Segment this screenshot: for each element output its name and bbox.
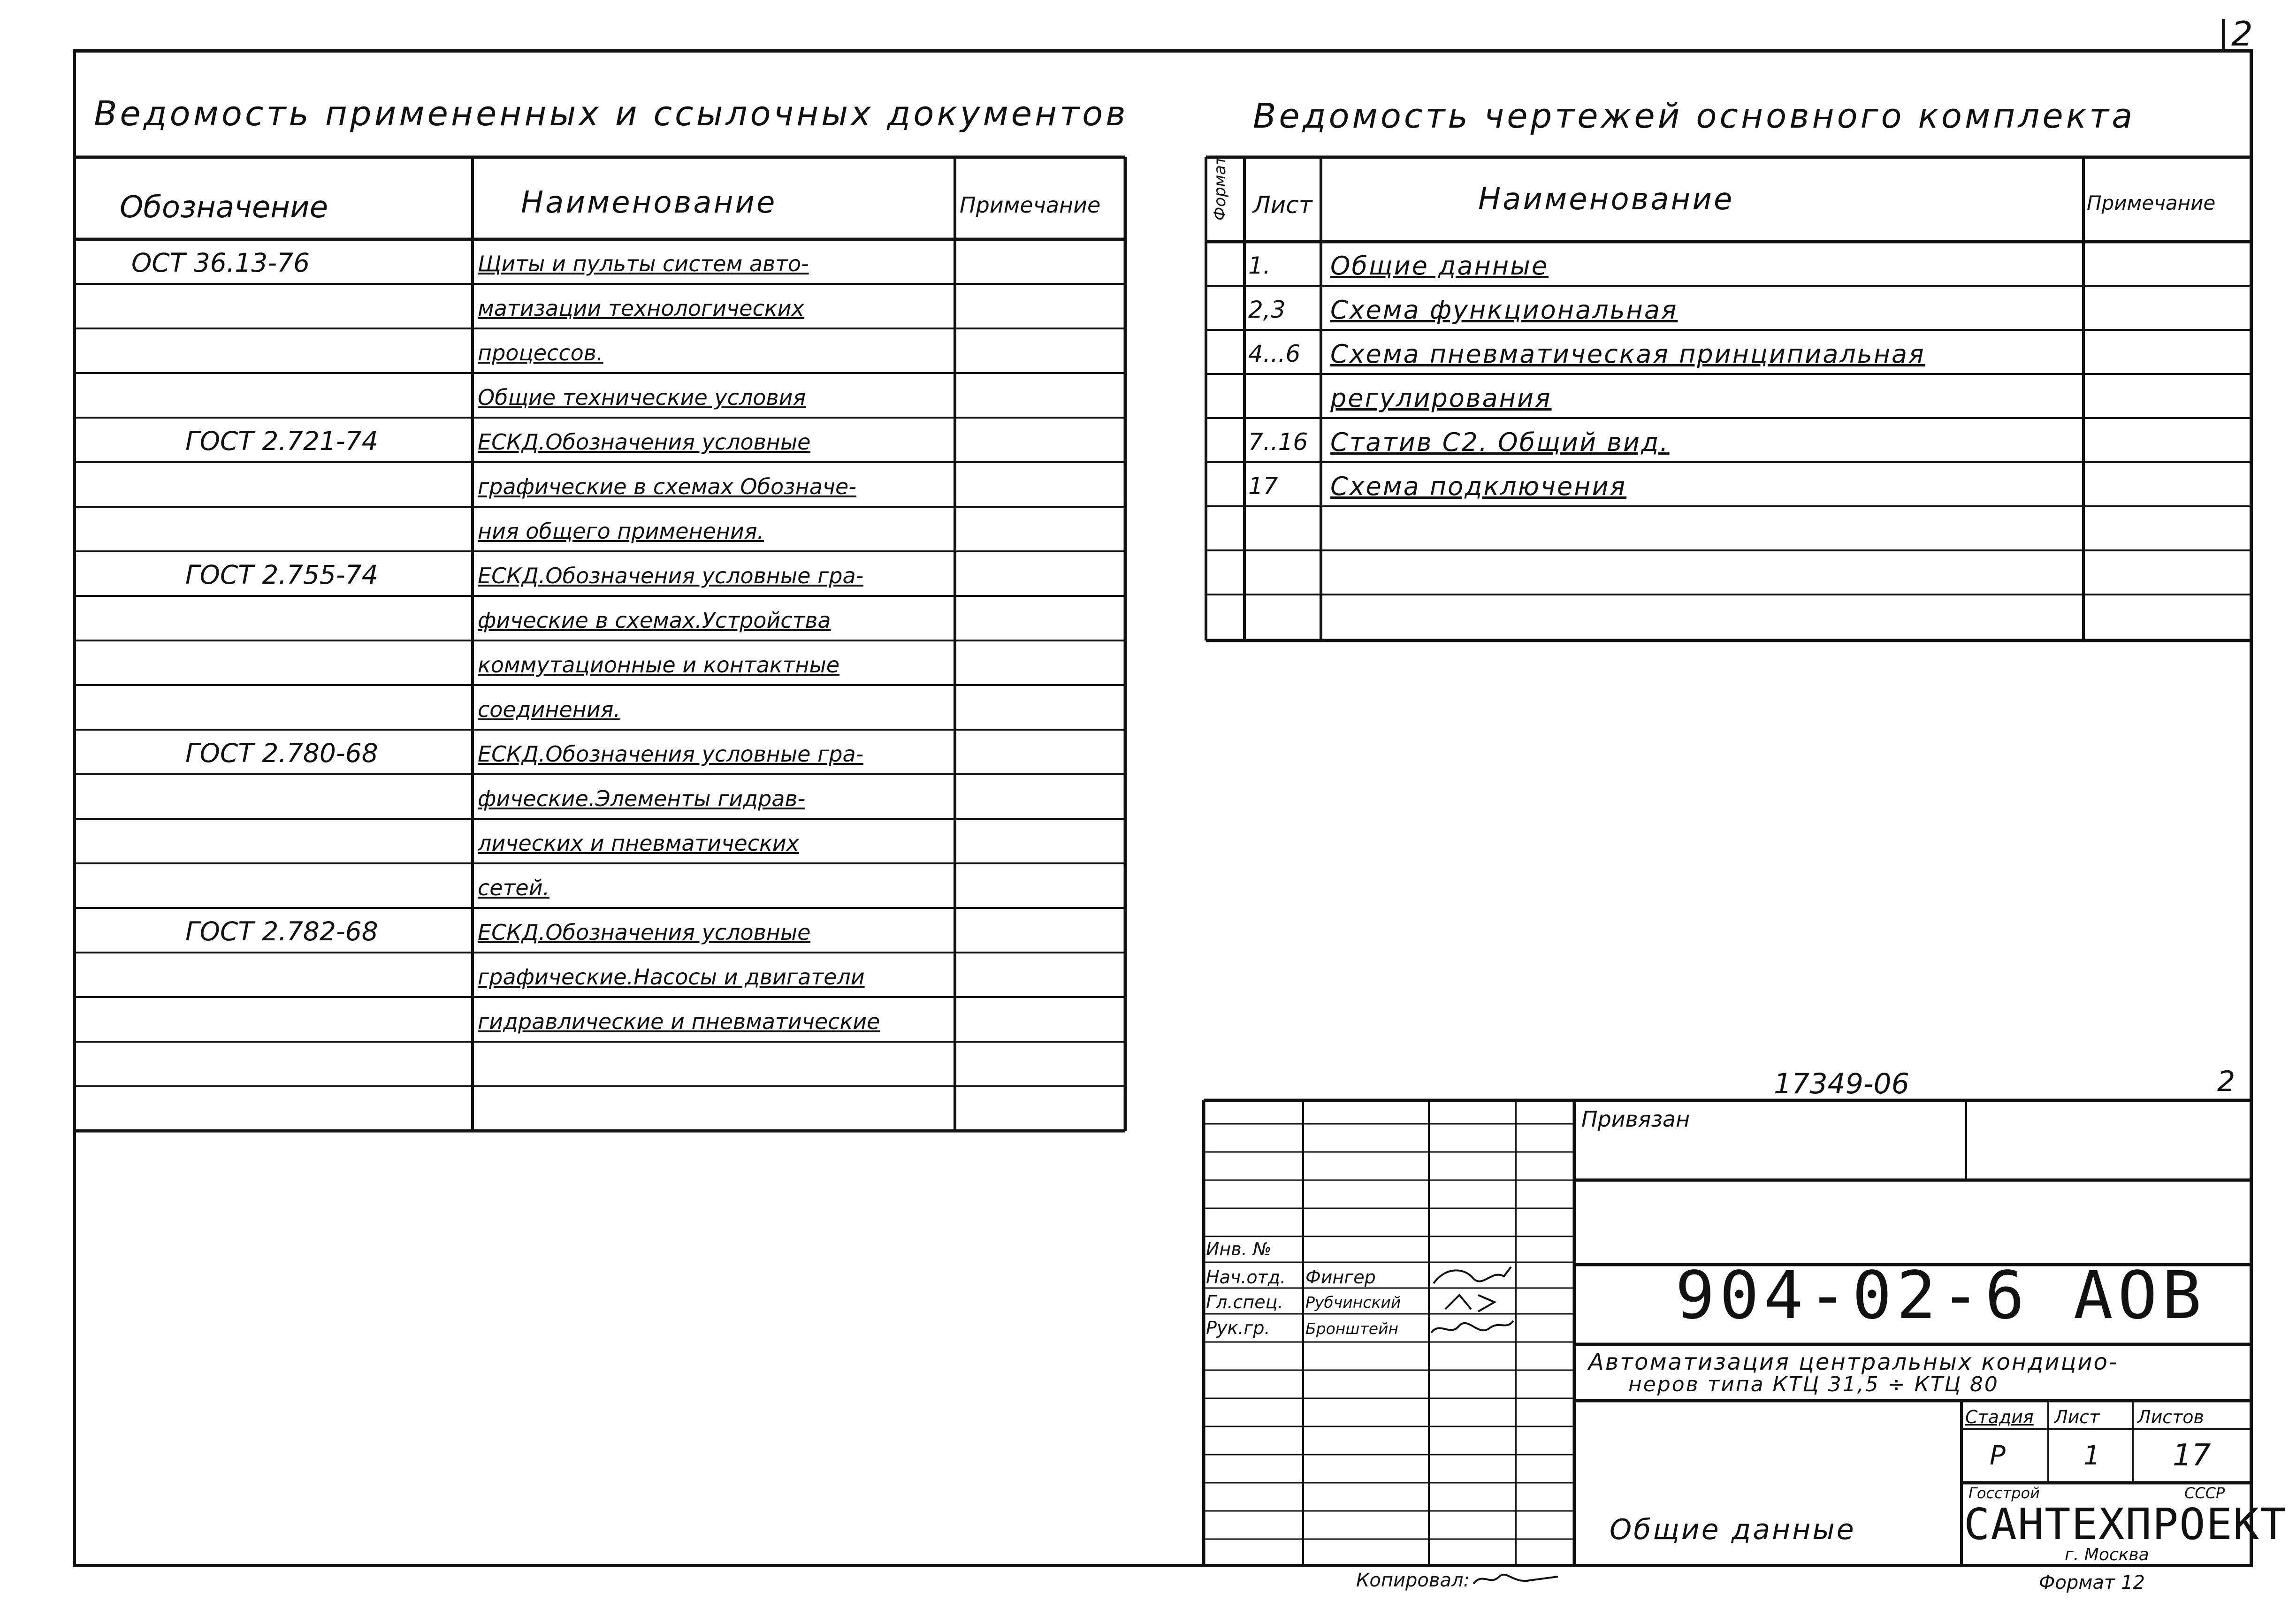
right-header-format: Формат <box>1211 156 1229 221</box>
sheets-value: 17 <box>2173 1438 2211 1473</box>
right-row-name: Статив С2. Общий вид. <box>1330 427 1670 457</box>
designation: 904-02-6 АОВ <box>1675 1258 2206 1334</box>
left-table-title: Ведомость примененных и ссылочных документов <box>94 94 1129 133</box>
left-row-name: фические в схемах.Устройства <box>478 608 831 633</box>
staff-role-2: Гл.спец. <box>1206 1292 1283 1312</box>
format-label: Формат 12 <box>2039 1572 2145 1594</box>
left-row-name: коммутационные и контактные <box>478 652 840 678</box>
right-row-name: Общие данные <box>1330 251 1549 281</box>
sheet-value: 1 <box>2083 1441 2100 1471</box>
project-title-line-2: неров типа КТЦ 31,5 ÷ КТЦ 80 <box>1628 1372 1999 1396</box>
sheet-corner-number: 2 <box>2217 1065 2236 1098</box>
right-row-sheet: 1. <box>1248 252 1271 279</box>
left-row-name: графические.Насосы и двигатели <box>478 964 865 990</box>
stage-label: Стадия <box>1965 1407 2034 1427</box>
left-row-designation: ГОСТ 2.721-74 <box>185 426 378 456</box>
left-row-name: Щиты и пульты систем авто- <box>478 251 809 276</box>
staff-role-1: Нач.отд. <box>1206 1267 1286 1288</box>
sheet-label: Лист <box>2054 1407 2100 1427</box>
right-row-name: регулирования <box>1330 383 1552 413</box>
copied-label: Копировал: <box>1356 1570 1470 1591</box>
left-row-name: процессов. <box>478 340 603 366</box>
right-row-sheet: 4...6 <box>1248 340 1301 367</box>
right-row-sheet: 7..16 <box>1248 428 1308 456</box>
org-city: г. Москва <box>2065 1545 2149 1564</box>
left-row-designation: ГОСТ 2.755-74 <box>185 560 378 590</box>
left-header-designation: Обозначение <box>120 190 328 225</box>
left-row-name: ния общего применения. <box>478 518 764 544</box>
right-table-title: Ведомость чертежей основного комплекта <box>1253 96 2136 136</box>
left-row-name: Общие технические условия <box>478 385 806 410</box>
page-number: 2 <box>2231 14 2253 53</box>
staff-role-3: Рук.гр. <box>1206 1318 1270 1338</box>
sheets-label: Листов <box>2137 1407 2204 1427</box>
staff-name-2: Рубчинский <box>1305 1293 1401 1311</box>
org-top-right: СССР <box>2184 1484 2225 1502</box>
right-row-sheet: 2,3 <box>1248 296 1286 323</box>
left-row-name: гидравлические и пневматические <box>478 1009 880 1034</box>
left-row-name: ЕСКД.Обозначения условные <box>478 920 811 945</box>
left-row-name: матизации технологических <box>478 296 804 321</box>
right-header-name: Наименование <box>1478 182 1734 217</box>
left-header-note: Примечание <box>960 192 1101 218</box>
stage-value: Р <box>1990 1441 2006 1471</box>
left-row-name: ЕСКД.Обозначения условные гра- <box>478 741 864 767</box>
left-row-name: лических и пневматических <box>478 831 799 856</box>
left-row-name: ЕСКД.Обозначения условные гра- <box>478 563 864 588</box>
org-name: САНТЕХПРОЕКТ <box>1964 1499 2287 1549</box>
left-row-designation: ГОСТ 2.782-68 <box>185 916 378 946</box>
project-title-line-1: Автоматизация центральных кондицио- <box>1588 1349 2119 1375</box>
right-row-sheet: 17 <box>1248 473 1278 500</box>
right-row-name: Схема пневматическая принципиальная <box>1330 339 1925 369</box>
left-row-name: фические.Элементы гидрав- <box>478 786 806 811</box>
project-number: 17349-06 <box>1774 1067 1909 1100</box>
bound-label: Привязан <box>1581 1106 1690 1132</box>
right-row-name: Схема подключения <box>1330 472 1627 501</box>
left-row-designation: ОСТ 36.13-76 <box>131 248 310 278</box>
right-header-note: Примечание <box>2087 191 2216 214</box>
inv-label: Инв. № <box>1206 1239 1272 1259</box>
left-row-name: сетей. <box>478 875 550 900</box>
left-row-name: соединения. <box>478 697 621 722</box>
left-row-name: ЕСКД.Обозначения условные <box>478 429 811 455</box>
sheet-title: Общие данные <box>1610 1513 1856 1546</box>
staff-name-3: Бронштейн <box>1305 1319 1399 1338</box>
left-header-name: Наименование <box>521 185 777 220</box>
staff-name-1: Фингер <box>1305 1267 1376 1288</box>
left-row-name: графические в схемах Обозначе- <box>478 474 856 499</box>
right-header-sheet: Лист <box>1253 191 1312 219</box>
left-row-designation: ГОСТ 2.780-68 <box>185 738 378 768</box>
right-row-name: Схема функциональная <box>1330 295 1678 325</box>
org-top-left: Госстрой <box>1969 1484 2040 1502</box>
